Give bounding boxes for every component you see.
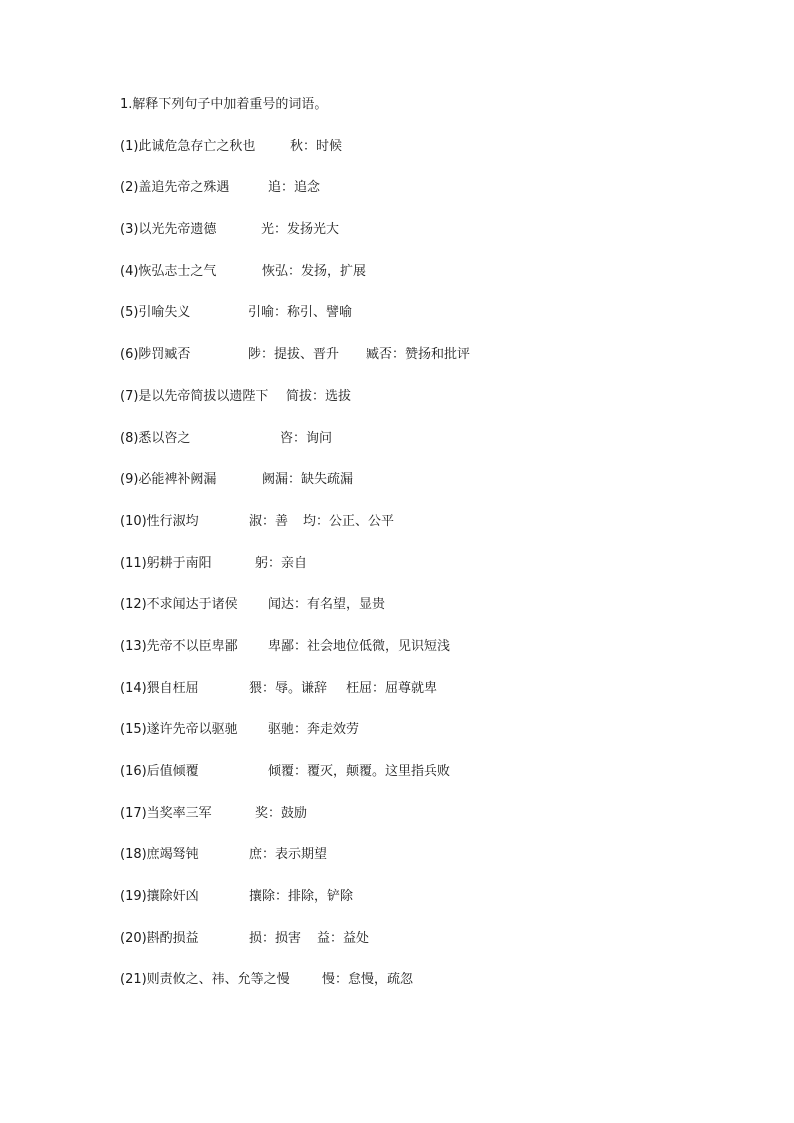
item-answer: 益：益处 — [317, 930, 370, 946]
item-sentence: (17)当奖率三军 — [120, 805, 212, 821]
item-sentence: (19)攘除奸凶 — [120, 889, 199, 905]
document-content — [120, 95, 680, 1012]
item-sentence: (10)性行淑均 — [120, 513, 199, 529]
item-answer: 闻达：有名望，显贵 — [268, 597, 386, 613]
list-item — [120, 970, 680, 990]
list-item — [120, 679, 680, 699]
item-sentence: (8)悉以咨之 — [120, 430, 191, 446]
item-answer: 简拔：选拔 — [286, 388, 352, 404]
item-sentence: (9)必能裨补阙漏 — [120, 472, 217, 488]
list-item — [120, 554, 680, 574]
list-item — [120, 929, 680, 949]
item-sentence: (12)不求闻达于诸侯 — [120, 597, 238, 613]
item-sentence: (21)则责攸之、祎、允等之慢 — [120, 972, 290, 988]
item-answer: 阙漏：缺失疏漏 — [262, 472, 354, 488]
list-item — [120, 720, 680, 740]
list-item — [120, 804, 680, 824]
item-answer: 恢弘：发扬，扩展 — [262, 263, 367, 279]
list-item — [120, 762, 680, 782]
list-item — [120, 345, 680, 365]
exercise-heading: 1.解释下列句子中加着重号的词语。 — [120, 97, 328, 112]
item-sentence: (15)遂许先帝以驱驰 — [120, 722, 238, 738]
item-answer: 猥：辱。谦辞 — [249, 680, 328, 696]
item-answer: 光：发扬光大 — [261, 222, 340, 238]
item-sentence: (20)斟酌损益 — [120, 930, 199, 946]
list-item — [120, 137, 680, 157]
item-answer: 臧否：赞扬和批评 — [366, 347, 471, 363]
item-sentence: (5)引喻失义 — [120, 305, 191, 321]
list-item — [120, 262, 680, 282]
item-sentence: (4)恢弘志士之气 — [120, 263, 217, 279]
item-answer: 奖：鼓励 — [255, 805, 308, 821]
item-sentence: (7)是以先帝简拔以遗陛下 — [120, 388, 269, 404]
list-item — [120, 387, 680, 407]
item-sentence: (3)以光先帝遗德 — [120, 222, 217, 238]
item-answer: 枉屈：屈尊就卑 — [346, 680, 438, 696]
list-item — [120, 429, 680, 449]
list-item — [120, 637, 680, 657]
item-sentence: (16)后值倾覆 — [120, 764, 199, 779]
item-answer: 陟：提拔、晋升 — [248, 347, 340, 363]
item-answer: 倾覆：覆灭，颠覆。这里指兵败 — [268, 764, 451, 779]
item-answer: 均：公正、公平 — [303, 513, 395, 529]
item-sentence: (2)盖追先帝之殊遇 — [120, 180, 230, 196]
item-sentence: (11)躬耕于南阳 — [120, 555, 212, 571]
list-item — [120, 220, 680, 240]
item-answer: 淑：善 — [249, 513, 289, 529]
item-answer: 卑鄙：社会地位低微，见识短浅 — [268, 638, 451, 654]
item-sentence: (6)陟罚臧否 — [120, 347, 191, 363]
item-answer: 驱驰：奔走效劳 — [268, 722, 360, 738]
item-answer: 咨：询问 — [280, 430, 333, 446]
list-item — [120, 887, 680, 907]
item-sentence: (1)此诚危急存亡之秋也 — [120, 138, 256, 154]
list-item — [120, 512, 680, 532]
item-sentence: (18)庶竭驽钝 — [120, 847, 199, 863]
item-sentence: (14)猥自枉屈 — [120, 680, 199, 696]
item-answer: 慢：怠慢，疏忽 — [322, 972, 414, 988]
list-item — [120, 470, 680, 490]
item-answer: 躬：亲自 — [255, 555, 308, 571]
list-item — [120, 303, 680, 323]
item-answer: 引喻：称引、譬喻 — [248, 305, 353, 321]
list-item — [120, 178, 680, 198]
item-answer: 庶：表示期望 — [249, 847, 328, 863]
list-item — [120, 595, 680, 615]
item-answer: 损：损害 — [249, 930, 302, 946]
list-item — [120, 845, 680, 865]
item-answer: 追：追念 — [268, 180, 321, 196]
item-answer: 秋：时候 — [290, 138, 343, 154]
item-answer: 攘除：排除，铲除 — [249, 889, 354, 905]
item-sentence: (13)先帝不以臣卑鄙 — [120, 638, 238, 654]
